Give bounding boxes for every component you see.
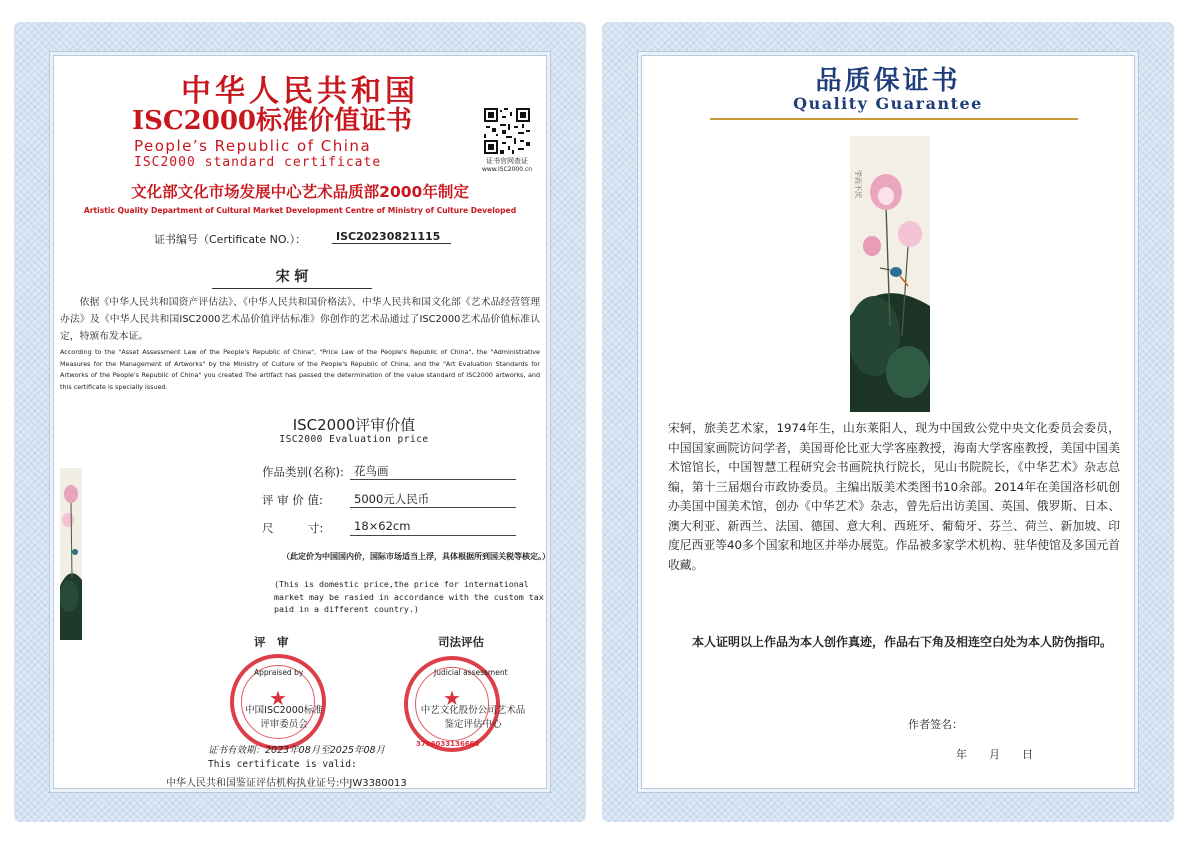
seal2-cn-line1: 中艺文化股份公司艺术品	[420, 705, 526, 716]
size-row	[262, 518, 562, 538]
seal2-en: Judicial assessment	[434, 668, 508, 677]
authenticity-statement: 本人证明以上作品为本人创作真迹，作品右下角及相连空白处为本人防伪指印。	[692, 635, 1113, 649]
license-number: 中华人民共和国鉴证评估机构执业证号:中JW3380013	[166, 778, 407, 789]
price-note-en: (This is domestic price,the price for international market may be rasied in accordance with the custom tax paid in a different country.)	[274, 579, 544, 614]
seal2-number: 3706033136660	[416, 740, 480, 748]
title-standard: ISC2000标准价值证书	[132, 106, 412, 136]
artist-name: 宋 轲	[212, 266, 372, 289]
title-en-line2: ISC2000 standard certificate	[134, 155, 382, 170]
validity-cn: 证书有效期：2023年08月至2025年08月	[208, 745, 386, 756]
review-label: 评 审	[254, 635, 289, 649]
price-note-cn: （此定价为中国国内价，国际市场适当上浮，具体根据所到国关税等核定。）	[282, 552, 550, 561]
qr-caption: 证书官网查证	[486, 157, 528, 165]
size-value: 18×62cm	[350, 519, 516, 536]
guarantee-page	[602, 22, 1174, 822]
body-text-cn: 依据《中华人民共和国资产评估法》、《中华人民共和国价格法》、中华人民共和国文化部《艺术品经营管理办法》及《中华人民共和国ISC2000艺术品价值评估标准》你创作的艺术品通过了ISC2000艺术品价值标准认定，特颁布发本证。	[60, 297, 540, 342]
guarantee-title-cn: 品质保证书	[815, 66, 961, 96]
guarantee-title-en: Quality Guarantee	[793, 94, 983, 113]
cert-no-label: 证书编号（Certificate NO.）：	[154, 233, 307, 246]
value-value: 5000元人民币	[350, 491, 516, 508]
signature-label: 作者签名：	[908, 718, 963, 731]
qr-url[interactable]: www.ISC2000.cn	[481, 166, 533, 173]
category-row	[262, 462, 562, 482]
artist-biography: 宋轲，旅美艺术家，1974年生，山东莱阳人，现为中国致公党中央文化委员会委员，中国国家画院访问学者，美国哥伦比亚大学客座教授，海南大学客座教授，美国中国美术馆馆长，中国智慧工程研究会书画院执行院长，见山书院院长，《中华艺术》杂志总编，第十三届烟台市政协委员。主编出版美术类图书10余部。2014年在美国洛杉矶创办美国中国美术馆，创办《中华艺术》杂志，曾先后出访美国、英国、俄罗斯、日本、澳大利亚、新西兰、法国、德国、意大利、西班牙、葡萄牙、芬兰、荷兰、新加坡、印度尼西亚等40多个国家和地区并举办展览。作品被多家学术机构、驻华使馆及多国元首收藏。	[668, 421, 1120, 572]
department-cn: 文化部文化市场发展中心艺术品质部2000年制定	[131, 183, 469, 201]
certificate-page	[14, 22, 586, 822]
cert-no-value: ISC20230821115	[332, 230, 451, 244]
seal2-cn-line2: 鉴定评估中心	[444, 719, 502, 730]
value-row	[262, 490, 562, 510]
category-label: 作品类别(名称):	[262, 465, 344, 479]
evaluation-subtitle: ISC2000 Evaluation price	[279, 434, 429, 445]
title-en-line1: People’s Republic of China	[134, 137, 372, 155]
validity-en: This certificate is valid:	[208, 759, 357, 770]
guarantee-inner-panel	[642, 56, 1134, 788]
seal1-cn-line1: 中国ISC2000标准	[245, 705, 323, 716]
artwork-thumbnail	[60, 468, 82, 640]
artwork-painting	[850, 136, 930, 412]
review-seal: ★	[230, 654, 326, 750]
evaluation-title: ISC2000评审价值	[292, 416, 416, 434]
qr-code[interactable]	[484, 108, 530, 154]
value-label: 评 审 价 值:	[262, 493, 323, 507]
body-text-en: According to the "Asset Assessment Law of the People's Republic of China", "Price Law of the People's Republic of China", the "Administrative Measures for the Management of Artworks" by the Ministry of Culture of the People's Republic of China, and the "Art Evaluation Standards for Artworks of the People's Republic of China" you created The artifact has passed the determination of the value standard of ISC2000 artworks, and this certificate is specially issued.	[60, 348, 540, 391]
size-label: 尺 寸:	[262, 521, 324, 535]
date-label: 年 月 日	[956, 748, 1033, 761]
seal1-cn-line2: 评审委员会	[260, 719, 308, 730]
svg-text:学而不厌: 学而不厌	[854, 170, 862, 198]
category-value: 花鸟画	[350, 463, 516, 480]
certificate-inner-panel	[54, 56, 550, 789]
judicial-seal: ★	[404, 656, 500, 752]
department-en: Artistic Quality Department of Cultural Market Development Centre of Ministry of Culture Developed	[83, 206, 517, 215]
judicial-label: 司法评估	[438, 635, 484, 649]
seal1-en: Appraised by	[254, 668, 304, 677]
title-cn: 中华人民共和国	[181, 74, 419, 109]
title-divider	[710, 118, 1078, 120]
